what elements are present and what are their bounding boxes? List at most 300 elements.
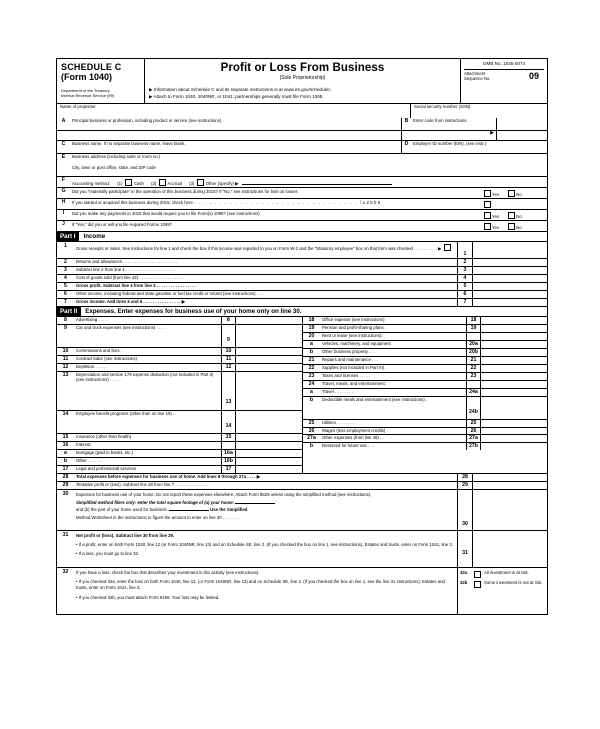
principal-business-label: Principal business or profession, including product or service (see instructions) [72, 117, 222, 123]
accounting-opt3-label: Other (specify) ▶ [205, 180, 239, 186]
line-6-amount[interactable] [473, 291, 547, 298]
accounting-other-input[interactable] [242, 184, 392, 185]
expense-row-21 [303, 357, 547, 365]
line-7-row [57, 299, 547, 306]
line-11-number: 11 [221, 356, 236, 363]
line-11-amount[interactable] [236, 356, 302, 363]
ssn-label: Social security number (SSN) [414, 103, 471, 109]
business-code-box[interactable] [401, 118, 547, 130]
line-22-text: Supplies (not included in Part III) . [322, 364, 387, 370]
expense-row-13 [57, 372, 302, 411]
line-1-row [57, 242, 547, 259]
line-19-text: Pension and profit-sharing plans . [322, 324, 387, 330]
expense-row-19 [303, 325, 547, 333]
line-28-num: 28 [62, 473, 69, 480]
label-a: A [61, 117, 66, 124]
row-e-city [57, 165, 547, 177]
row-g [57, 188, 547, 199]
line-16-number [221, 442, 236, 449]
header-bullet-2: ▶ Attach to Form 1040, 1040NR, or 1041; partnerships generally must file Form 1065. [149, 94, 324, 100]
header-left [57, 59, 145, 103]
line-30-text4: Method Worksheet in the instructions to figure the amount to enter on line 30 . . . . . . . [76, 514, 239, 520]
form1099-file-text: If “Yes,” did you or will you file required Forms 1099? [72, 221, 173, 227]
line-20b-num: b [309, 348, 314, 355]
line-20b-number: 20b [466, 349, 481, 356]
form-number-label: (Form 1040) [61, 72, 113, 83]
spacer-e2 [57, 165, 70, 176]
line-20a-number: 20a [466, 341, 481, 348]
line-11-text: Contract labor (see instructions) [76, 355, 137, 361]
line-29-number: 29 [457, 482, 473, 489]
line-32-row [57, 568, 547, 614]
part-2-title: Expenses. Enter expenses for business use of your home only on line 30. [85, 307, 302, 315]
line-3-row [57, 267, 547, 275]
i-no-label: No [516, 213, 522, 219]
line-30-partb [76, 507, 455, 513]
line-22-number: 22 [466, 365, 481, 372]
line-8-amount[interactable] [236, 317, 302, 324]
line-13-number: 13 [221, 372, 236, 410]
line-7-number: 7 [457, 299, 473, 306]
g-yes-checkbox[interactable] [484, 190, 491, 197]
line-32a-label: 32a [460, 569, 468, 575]
line-2-amount[interactable] [473, 259, 547, 266]
line-17-text: Legal and professional services [76, 465, 137, 471]
line-27a-num: 27a [307, 435, 316, 442]
row-j [57, 221, 547, 231]
expense-row-24b [303, 397, 547, 420]
accounting-opt1-label: Cash [133, 180, 144, 186]
part-1-label: Part I [57, 232, 79, 241]
accounting-method-row [70, 177, 547, 187]
h-checkbox-area [483, 199, 547, 209]
line-30-simplified [76, 500, 455, 506]
line-18-amount[interactable] [481, 317, 547, 324]
line-5-num: 5 [64, 282, 67, 289]
i-yes-label: Yes [492, 213, 500, 219]
row-a-b [57, 118, 547, 131]
line-6-num: 6 [64, 290, 67, 297]
business-name-label: Business name. If no separate business name, leave blank. [72, 140, 186, 146]
line-6-number: 6 [457, 291, 473, 298]
expense-row-23 [303, 373, 547, 381]
part-2-header [57, 306, 547, 317]
line-19-num: 19 [308, 324, 315, 331]
line-10-number: 10 [221, 348, 236, 355]
line-23-text: Taxes and licenses . . . . . [322, 372, 371, 378]
header-bullet-1: ▶ Information about Schedule C and its separate instructions is at www.irs.gov/schedulec. [149, 86, 332, 92]
line-28-text: Total expenses before expenses for business use of home. Add lines 8 through 27a . . . . ▶ [76, 473, 261, 479]
line-4-row [57, 275, 547, 283]
line-25-amount[interactable] [481, 420, 547, 427]
expenses-grid [57, 317, 547, 473]
line-12-number: 12 [221, 364, 236, 371]
accounting-accrual-checkbox[interactable] [159, 179, 166, 186]
line-20-amount [481, 333, 547, 340]
expenses-left-column [57, 317, 303, 473]
line-16-num: 16 [62, 441, 69, 448]
ein-label: Employer ID number (EIN), (see instr.) [413, 140, 487, 146]
line-12-amount[interactable] [236, 364, 302, 371]
line-30-sqft-b[interactable] [169, 510, 209, 511]
line-13-text: Depreciation and section 179 expense deduction (not included in Part II) (see instructions) . . . . . [76, 371, 214, 382]
line-23-amount[interactable] [481, 373, 547, 380]
line-30-text: Expenses for business use of your home. Do not report these expenses elsewhere. Attach Form 8829 unless using the simplified method (see instructions). [76, 491, 372, 497]
expenses-right-column [303, 317, 547, 473]
line-31-number: 31 [457, 531, 473, 567]
line-16a-num: a [64, 449, 67, 456]
line-15-amount[interactable] [236, 434, 302, 441]
line-12-num: 12 [62, 363, 69, 370]
line-4-num: 4 [64, 274, 67, 281]
line-14-num: 14 [62, 410, 69, 417]
j-no-label: No [516, 224, 522, 230]
line-32-bullet-2: • If you checked 32b, you must attach Form 6198. Your loss may be limited. [76, 594, 220, 600]
line-6-row [57, 291, 547, 299]
label-g: G [61, 187, 66, 194]
header-right [461, 59, 547, 103]
form-title: Profit or Loss From Business [220, 62, 385, 74]
line-9-text: Car and truck expenses (see instructions) . . . . [76, 324, 165, 330]
line-10-num: 10 [62, 347, 69, 354]
line-26-num: 26 [308, 427, 315, 434]
line-32a-checkbox[interactable] [474, 571, 481, 578]
g-no-checkbox[interactable] [508, 190, 515, 197]
line-20a-amount[interactable] [481, 341, 547, 348]
line-24a-text: Travel . . . . . . . . . [322, 388, 356, 394]
line-24b-amount[interactable] [481, 397, 547, 419]
line-7-text: Gross income. Add lines 5 and 6 . . . . . . . . . . . . . . . . ▶ [76, 298, 185, 304]
line-28-row [57, 473, 547, 482]
expense-row-17 [57, 466, 302, 473]
line-17-amount[interactable] [236, 466, 302, 473]
line-30-amount[interactable] [473, 490, 547, 530]
line-20b-amount[interactable] [481, 349, 547, 356]
label-f: F [61, 176, 66, 183]
business-name-field[interactable] [70, 141, 401, 153]
line-27a-text: Other expenses (from line 48) . . [322, 435, 384, 441]
line-15-number: 15 [221, 434, 236, 441]
line-24a-number: 24a [466, 389, 481, 396]
line-32-text: If you have a loss, check the box that describes your investment in this activity (see instructions). [76, 569, 260, 575]
omb-number: OMB No. 1545-0074 [482, 61, 526, 66]
line-21-text: Repairs and maintenance . . . [322, 356, 379, 362]
line-30-text3: Use the Simplified [210, 507, 248, 513]
label-d: D [404, 140, 409, 147]
line-25-num: 25 [308, 419, 315, 426]
department-line-2: Internal Revenue Service (99) [61, 92, 115, 98]
code-arrow-icon: ▶ [490, 129, 494, 136]
proprietor-name-field[interactable] [57, 104, 411, 118]
line-4-text: Cost of goods sold (from line 42) . . . . . . . . . . . . . . . . . . . [76, 274, 184, 280]
line-31-text: Net profit or (loss). Subtract line 30 from line 29. [76, 532, 175, 538]
line-16-text: Interest: [76, 441, 92, 447]
line-9-amount[interactable] [236, 325, 302, 347]
line-25-text: Utilities . . . . . . . . [322, 419, 355, 425]
form-subtitle: (Sole Proprietorship) [279, 75, 326, 82]
ein-box[interactable] [401, 141, 547, 153]
expense-row-18 [303, 317, 547, 325]
line-18-text: Office expense (see instructions) [322, 316, 385, 322]
line-2-number: 2 [457, 259, 473, 266]
line-3-num: 3 [64, 266, 67, 273]
label-h: H [61, 198, 66, 205]
business-code-label: Enter code from instructions [413, 117, 467, 123]
line-30-number: 30 [457, 490, 473, 530]
line-32b-row [460, 581, 545, 588]
line-20-number [466, 333, 481, 340]
line-30-row [57, 490, 547, 531]
proprietor-name-label: Name of proprietor [60, 103, 96, 109]
row-b-arrow [57, 131, 547, 141]
line-28-amount[interactable] [473, 474, 547, 481]
expense-row-10 [57, 348, 302, 356]
line-30-num: 30 [62, 490, 69, 497]
line-16b-text: Other . . . . . . [76, 457, 102, 463]
principal-business-field[interactable] [70, 118, 401, 130]
label-i: I [62, 209, 65, 216]
line-31-bullet-2: • If a loss, you must go to line 32. [76, 551, 140, 557]
j-yes-checkbox[interactable] [484, 223, 491, 230]
line-25-number: 25 [466, 420, 481, 427]
line-31-amount[interactable] [473, 531, 547, 567]
expense-row-24 [303, 381, 547, 389]
line-4-amount[interactable] [473, 275, 547, 282]
expense-row-11 [57, 356, 302, 364]
spacer-mid [70, 131, 401, 140]
row-i [57, 210, 547, 221]
accounting-method-label: Accounting method: [72, 180, 110, 186]
line-21-number: 21 [466, 357, 481, 364]
label-e: E [61, 153, 66, 160]
accounting-opt2-label: Accrual [167, 180, 182, 186]
line-30-simplified-lead: Simplified method filers only: enter the total square footage of (a) your home: [76, 499, 235, 505]
expense-row-20a [303, 341, 547, 349]
line-5-text: Gross profit. Subtract line 4 from line 3 . . . . . . . . . . . . . . . . . [76, 282, 197, 288]
label-j: J [62, 220, 65, 227]
form-header [57, 59, 547, 103]
line-13-amount[interactable] [236, 372, 302, 410]
line-24-text: Travel, meals, and entertainment: [322, 380, 386, 386]
part-1-title: Income [83, 232, 106, 240]
line-32-risk-box [457, 568, 547, 614]
line-2-text: Returns and allowances . . . . . . . . . . . . . . . . . . . . . . . [76, 258, 177, 264]
line-24a-num: a [310, 388, 313, 395]
line-24a-amount[interactable] [481, 389, 547, 396]
accounting-other-checkbox[interactable] [197, 179, 204, 186]
expense-row-8 [57, 317, 302, 325]
accounting-cash-checkbox[interactable] [125, 179, 132, 186]
line-32b-label: 32b [460, 579, 468, 585]
sequence-number: 09 [528, 71, 539, 82]
line-7-amount[interactable] [473, 299, 547, 306]
line-27a-amount[interactable] [481, 435, 547, 442]
line-27b-text: Reserved for future use . . . [322, 443, 375, 449]
line-1-checkbox[interactable] [444, 244, 451, 251]
department-line-1: Department of the Treasury [61, 87, 110, 93]
expense-row-16b [57, 458, 302, 466]
line-22-num: 22 [308, 364, 315, 371]
part-1-header [57, 231, 547, 242]
line-27a-number: 27a [466, 435, 481, 442]
business-code-arrow-row [401, 131, 547, 140]
expense-row-25 [303, 420, 547, 428]
line-26-number: 26 [466, 428, 481, 435]
part-2-label: Part II [57, 307, 81, 316]
expense-row-27a [303, 435, 547, 443]
schedule-c-form [56, 58, 548, 615]
label-b: B [404, 117, 409, 124]
expense-row-16a [57, 450, 302, 458]
line-3-number: 3 [457, 267, 473, 274]
g-yes-label: Yes [492, 191, 500, 197]
line-29-amount[interactable] [473, 482, 547, 489]
expense-row-24a [303, 389, 547, 397]
h-checkbox[interactable] [484, 201, 491, 208]
schedule-label: SCHEDULE C [61, 62, 122, 72]
attachment-label: Attachment [464, 71, 486, 77]
line-22-amount[interactable] [481, 365, 547, 372]
j-yes-no [483, 221, 547, 231]
row-f-accounting [57, 177, 547, 188]
line-6-text: Other income, including federal and state gasoline or fuel tax credit or refund (see instructions) . . . [76, 290, 263, 296]
business-city-label: City, town or post office, state, and ZIP code [72, 164, 156, 170]
j-no-checkbox[interactable] [508, 223, 515, 230]
business-code-input[interactable] [496, 118, 547, 130]
line-24-number [466, 381, 481, 388]
name-ssn-row [57, 103, 547, 118]
line-8-num: 8 [64, 316, 67, 323]
sequence-label: Sequence No. [464, 76, 491, 82]
line-30-sqft-a[interactable] [235, 503, 275, 504]
started-business-text [70, 199, 483, 209]
line-31-row [57, 531, 547, 568]
line-27b-number: 27b [466, 443, 481, 450]
line-2-row [57, 259, 547, 267]
line-27b-num: b [309, 443, 314, 450]
line-28-number: 28 [457, 474, 473, 481]
line-31-bullet-1: • If a profit, enter on both Form 1040, line 12 (or Form 1040NR, line 13) and on Schedule SE, line 2. (If you checked the box on line 1, see instructions). Estates and trusts, enter on Form 1041, line 3. [76, 541, 453, 547]
line-1-num: 1 [64, 242, 67, 249]
line-16-amount [236, 442, 302, 449]
line-16b-amount[interactable] [236, 458, 302, 465]
line-17-num: 17 [62, 465, 69, 472]
line-15-text: Insurance (other than health) . [76, 433, 134, 439]
g-yes-no [483, 188, 547, 198]
form1099-required-text: Did you make any payments in 2015 that would require you to file Form(s) 1099? (see instructions) [72, 210, 260, 216]
expense-row-26 [303, 428, 547, 436]
line-29-num: 29 [62, 481, 69, 488]
line-1-text [74, 242, 457, 258]
line-5-amount[interactable] [473, 283, 547, 290]
line-16a-text: Mortgage (paid to banks, etc.) [76, 449, 134, 455]
line-21-num: 21 [308, 356, 315, 363]
line-20b-text: Other business property . . . [322, 348, 376, 354]
line-10-amount[interactable] [236, 348, 302, 355]
line-32-num: 32 [62, 568, 69, 575]
line-9-num: 9 [64, 324, 67, 331]
accounting-opt3-num: (3) [189, 180, 195, 186]
line-14-amount[interactable] [236, 411, 302, 433]
line-30-partb-label: and (b) the part of your home used for business: [76, 507, 168, 513]
label-c: C [61, 140, 66, 147]
expense-row-16 [57, 442, 302, 450]
i-yes-no [483, 210, 547, 220]
business-address-label: Business address (including suite or room no.) [72, 153, 161, 159]
started-business-label: If you started or acquired this business during 2015, check here [72, 199, 193, 205]
ssn-field[interactable] [411, 104, 547, 118]
line-5-row [57, 283, 547, 291]
header-center [145, 59, 461, 103]
line-23-num: 23 [308, 372, 315, 379]
line-18-number: 18 [466, 317, 481, 324]
line-24b-num: b [309, 396, 314, 403]
expense-row-27b [303, 443, 547, 450]
line-23-number: 23 [466, 373, 481, 380]
line-3-text: Subtract line 2 from line 1 . . . . . . . . . . . . . . . . . . . . . [76, 266, 175, 272]
line-15-num: 15 [62, 433, 69, 440]
line-19-amount[interactable] [481, 325, 547, 332]
line-32-text-block [74, 568, 457, 614]
line-26-amount[interactable] [481, 428, 547, 435]
line-13-num: 13 [62, 371, 69, 378]
h-dots: . . . . . . . . . . . . . . . . . . . . . . . . . . . . . . . . \u25b6 [194, 199, 382, 205]
line-1-desc: Gross receipts or sales. See instructions for line 1 and check the box if this income was reported to you on Form W-2 and the “Statutory employee” box on that form was checked . . . . . . . . . . ▶ [76, 245, 442, 251]
line-32b-text: Some investment is not at risk. [484, 579, 543, 585]
business-code-entry[interactable] [496, 131, 547, 140]
line-5-number: 5 [457, 283, 473, 290]
line-29-text: Tentative profit or (loss). Subtract line 28 from line 7 . . . . . . . . . . . . . . [76, 481, 208, 487]
line-12-text: Depletion . . . . . [76, 363, 107, 369]
line-1-number: 1 [457, 242, 473, 258]
line-27b-amount[interactable] [481, 443, 547, 450]
line-32a-row [460, 571, 545, 578]
line-14-text: Employee benefit programs (other than on line 19) . . [76, 410, 177, 416]
accounting-opt2-num: (2) [151, 180, 157, 186]
row-e-address [57, 154, 547, 165]
i-no-checkbox[interactable] [508, 212, 515, 219]
j-yes-label: Yes [492, 224, 500, 230]
line-3-amount[interactable] [473, 267, 547, 274]
line-24-num: 24 [308, 380, 315, 387]
line-19-number: 19 [466, 325, 481, 332]
line-1-amount[interactable] [473, 242, 547, 258]
line-32b-checkbox[interactable] [474, 581, 481, 588]
line-7-num: 7 [64, 298, 67, 305]
line-20-text: Rent or lease (see instructions): [322, 332, 383, 338]
line-32a-text: All investment is at risk. [484, 569, 529, 575]
line-30-text-block [74, 490, 457, 530]
line-20-num: 20 [308, 332, 315, 339]
line-21-amount[interactable] [481, 357, 547, 364]
line-2-num: 2 [64, 258, 67, 265]
line-20a-num: a [310, 340, 313, 347]
line-16a-amount[interactable] [236, 450, 302, 457]
business-address-field[interactable] [70, 154, 547, 165]
expense-row-22 [303, 365, 547, 373]
material-participation-text: Did you “materially participate” in the operation of this business during 2015? If “No,” see instructions for limit on losses [72, 188, 298, 194]
line-14-number: 14 [221, 411, 236, 433]
line-16b-number: 16b [221, 458, 236, 465]
line-10-text: Commissions and fees . [76, 347, 122, 353]
business-city-field[interactable] [70, 165, 547, 176]
line-24b-number: 24b [466, 397, 481, 419]
expense-row-9 [57, 325, 302, 348]
line-26-text: Wages (less employment credits) . [322, 427, 388, 433]
line-9-number: 9 [221, 325, 236, 347]
i-yes-checkbox[interactable] [484, 212, 491, 219]
expense-row-20b [303, 349, 547, 357]
